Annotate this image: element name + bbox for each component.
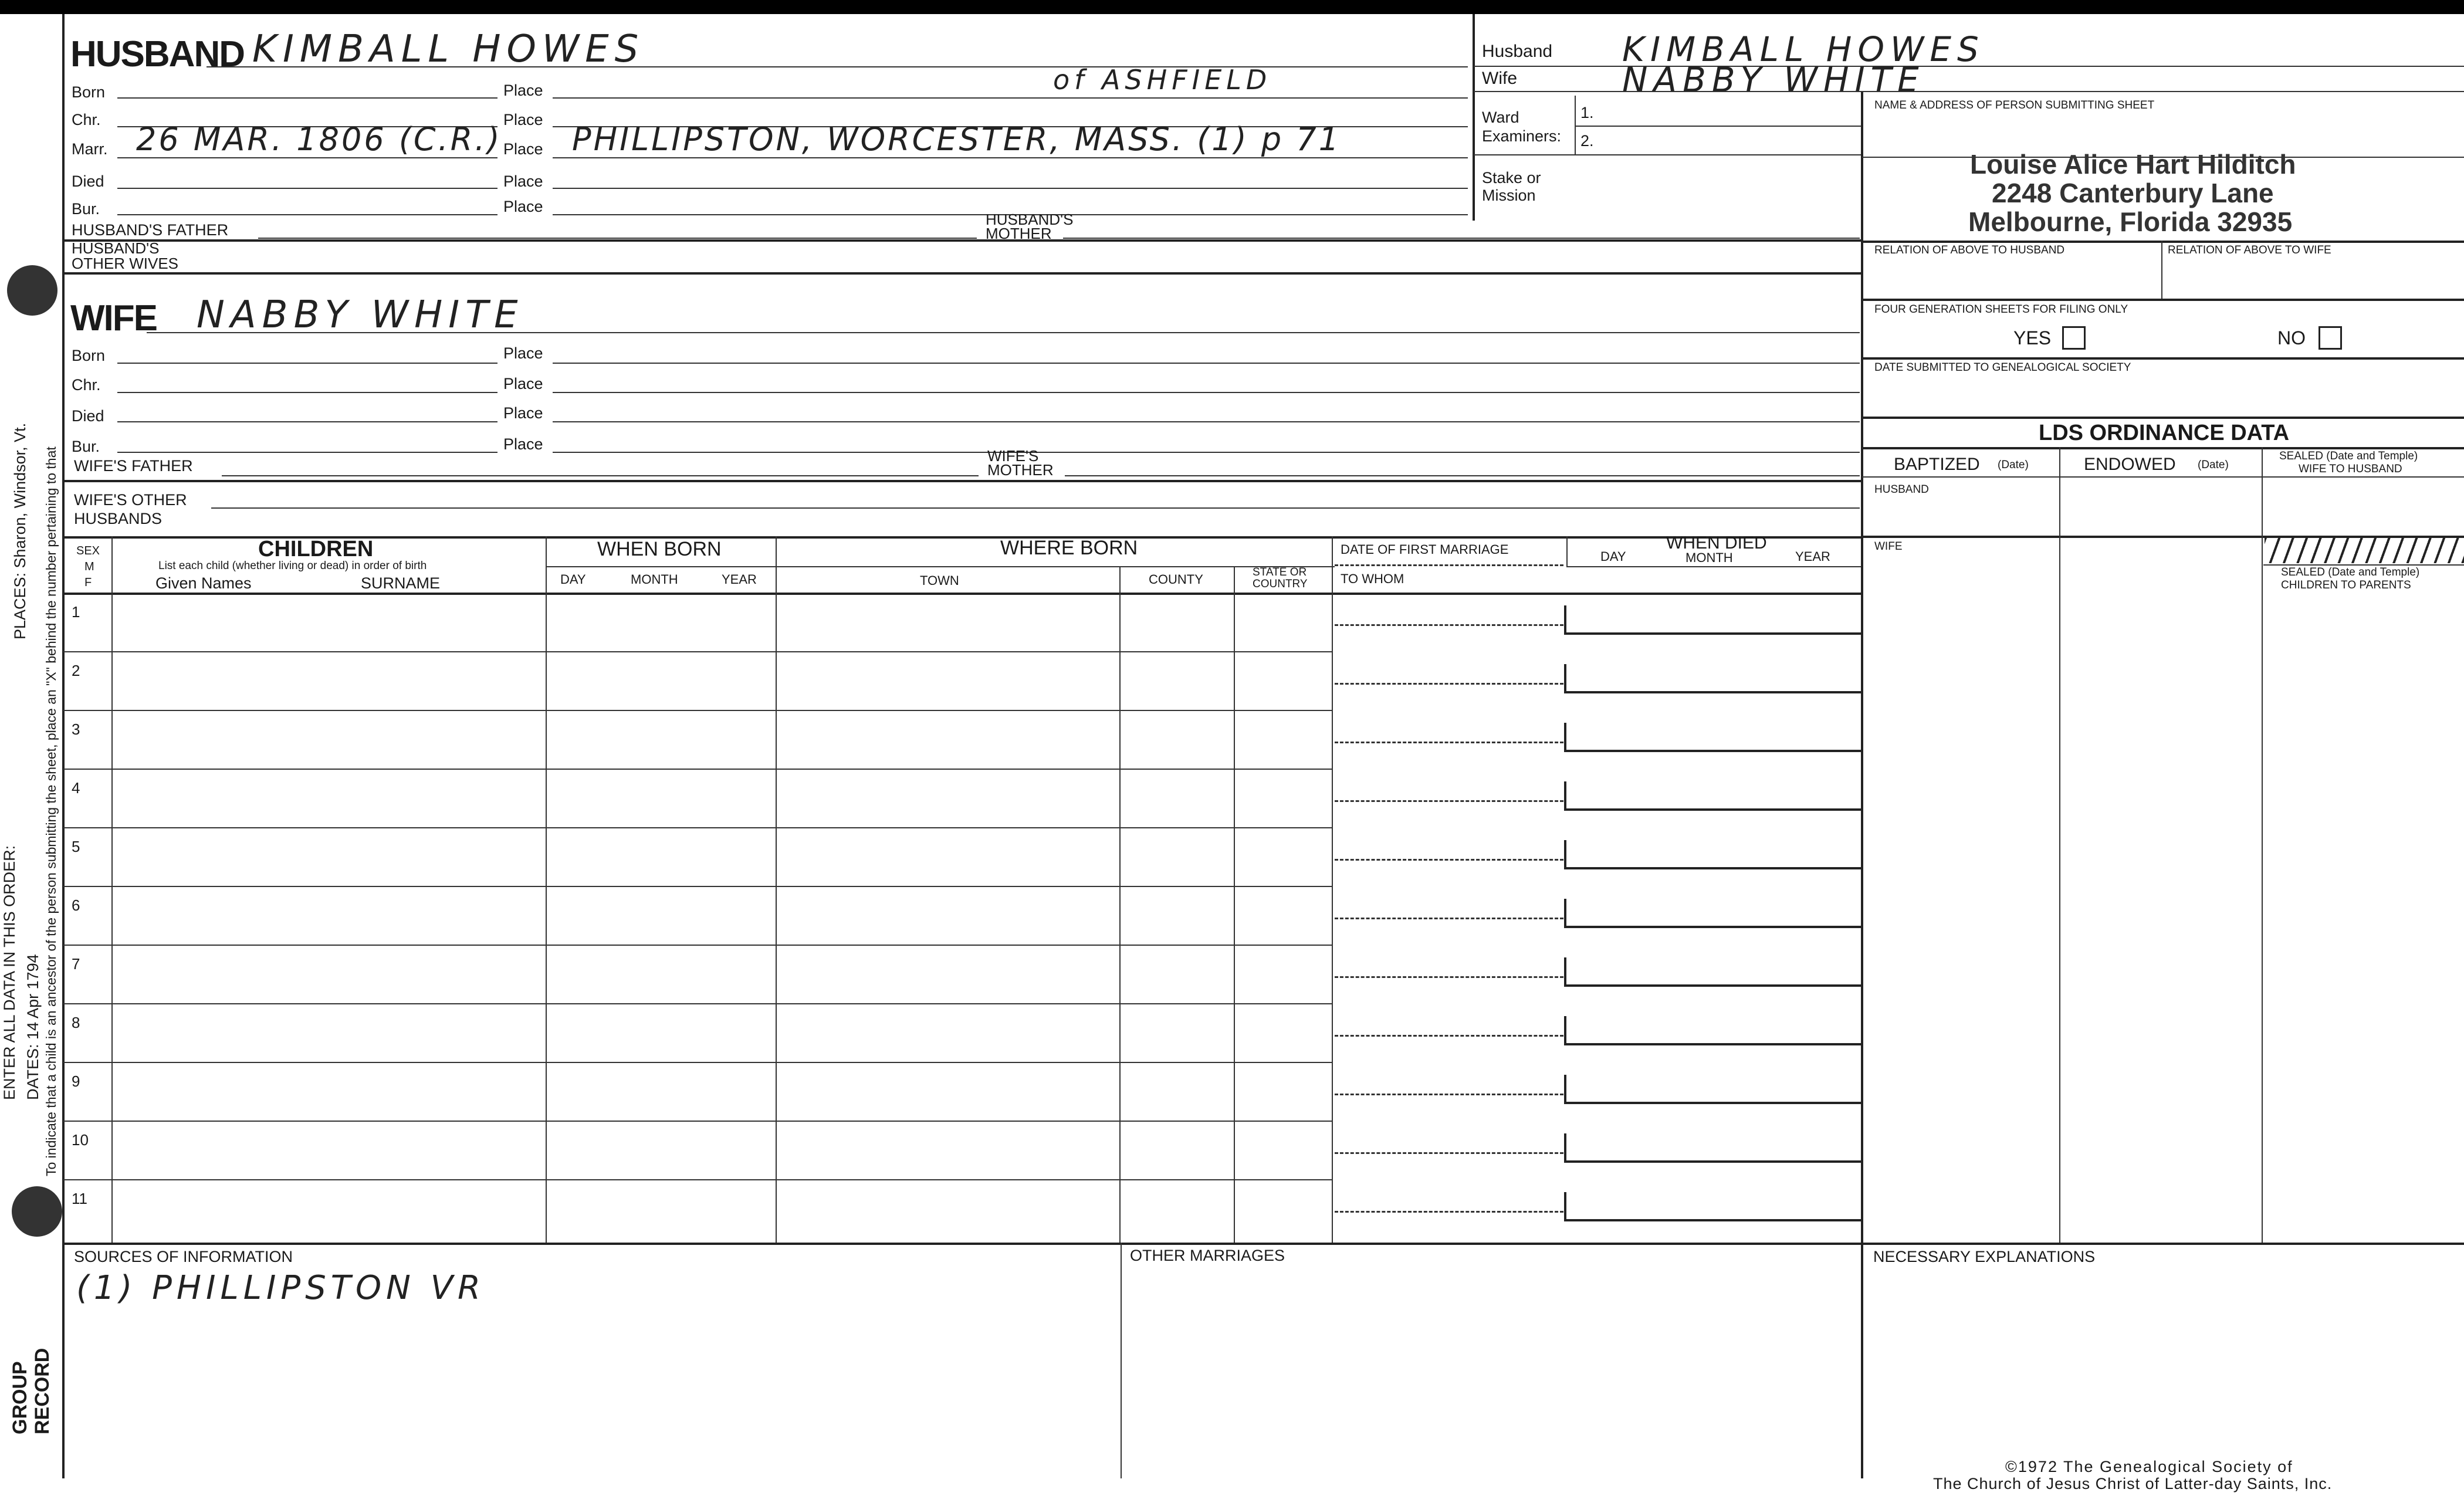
submitter-label: NAME & ADDRESS OF PERSON SUBMITTING SHEET [1874, 99, 2155, 111]
husband-marr-date[interactable]: 26 MAR. 1806 (C.R.) [136, 121, 502, 158]
lds-col-2 [2262, 447, 2263, 1243]
husband-heading: HUSBAND [70, 34, 244, 75]
stake-label-1: Stake or [1482, 169, 1541, 187]
submitter-rule-1 [1862, 157, 2464, 158]
header-wife-label: Wife [1482, 69, 1517, 88]
lds-husband: HUSBAND [1874, 483, 1929, 496]
child-row-line [63, 945, 1332, 946]
child-row-number: 5 [72, 838, 80, 855]
wife-father-line [222, 475, 979, 476]
child-died-tick [1564, 781, 1566, 810]
child-died-line[interactable] [1564, 984, 1861, 987]
child-died-line[interactable] [1564, 1219, 1861, 1221]
husband-bur-place-label: Place [503, 198, 543, 215]
group-record-label-2: RECORD [31, 1348, 53, 1434]
died-day: DAY [1600, 549, 1626, 564]
husband-born-place-line [553, 97, 1468, 99]
examiner-1: 1. [1580, 104, 1594, 121]
child-died-tick [1564, 899, 1566, 927]
lds-title-bottom [1862, 447, 2464, 449]
child-marriage-date-line[interactable] [1335, 918, 1563, 919]
child-died-line[interactable] [1564, 926, 1861, 928]
wife-mother-label-1: WIFE'S [987, 447, 1039, 465]
relation-divider [2161, 241, 2162, 299]
husband-father-divider [63, 239, 1861, 242]
children-instruction: List each child (whether living or dead) in order of birth [158, 560, 427, 572]
where-born-title: WHERE BORN [1000, 537, 1138, 559]
four-gen-label: FOUR GENERATION SHEETS FOR FILING ONLY [1874, 303, 2128, 316]
child-died-tick [1564, 605, 1566, 634]
wife-father-label: WIFE'S FATHER [74, 457, 193, 475]
lds-col-1 [2059, 447, 2060, 1243]
wife-chr-place-line [553, 392, 1860, 393]
wife-heading: WIFE [70, 298, 157, 339]
top-scan-edge [0, 0, 2464, 14]
born-day: DAY [560, 572, 586, 587]
child-died-tick [1564, 1133, 1566, 1162]
date-submitted-label: DATE SUBMITTED TO GENEALOGICAL SOCIETY [1874, 361, 2131, 374]
husband-chr-label: Chr. [72, 111, 101, 128]
child-row-number: 2 [72, 662, 80, 679]
side-dates: DATES: 14 Apr 1794 [24, 954, 42, 1100]
husband-section-bottom [63, 272, 1861, 275]
when-died-title: WHEN DIED [1666, 533, 1767, 553]
child-row-line [63, 1003, 1332, 1004]
child-marriage-date-line[interactable] [1335, 1211, 1563, 1213]
lds-sealed-wife-2: WIFE TO HUSBAND [2299, 463, 2402, 475]
husband-chr-place-label: Place [503, 111, 543, 128]
child-row-number: 10 [72, 1131, 89, 1149]
where-town: TOWN [920, 573, 959, 588]
lds-header-bottom [1862, 476, 2464, 478]
col-town [1119, 566, 1121, 1243]
child-row-number: 8 [72, 1014, 80, 1031]
lds-sealed-wife-1: SEALED (Date and Temple) [2279, 450, 2418, 462]
child-row-line [63, 1179, 1332, 1180]
header-husband-name[interactable]: KIMBALL HOWES [1622, 29, 1985, 69]
child-marriage-date-line[interactable] [1335, 976, 1563, 978]
child-row-number: 3 [72, 720, 80, 738]
submitter-city[interactable]: Melbourne, Florida 32935 [1968, 207, 2293, 237]
col-sex [111, 536, 113, 1243]
sex-label-3: F [84, 576, 92, 589]
col-when-born [776, 536, 777, 1243]
to-whom-label: TO WHOM [1341, 571, 1404, 586]
other-marriages-label: OTHER MARRIAGES [1130, 1247, 1285, 1264]
lds-title: LDS ORDINANCE DATA [2039, 421, 2290, 445]
submitter-name[interactable]: Louise Alice Hart Hilditch [1970, 149, 2296, 180]
header-divider [1473, 14, 1475, 221]
where-state-1: STATE OR [1253, 566, 1307, 578]
col-county [1234, 566, 1235, 1243]
child-marriage-date-line[interactable] [1335, 1035, 1563, 1037]
children-title: CHILDREN [258, 537, 374, 561]
child-marriage-date-line[interactable] [1335, 800, 1563, 802]
child-row-line [63, 651, 1332, 652]
lds-endowed-date: (Date) [2198, 459, 2229, 471]
no-checkbox[interactable] [2319, 326, 2342, 350]
child-died-tick [1564, 1192, 1566, 1220]
wife-bur-line [117, 452, 497, 453]
child-died-tick [1564, 723, 1566, 751]
lds-wife-hatch [2265, 537, 2464, 563]
copyright-line-1: ©1972 The Genealogical Society of [2005, 1458, 2293, 1475]
child-died-line[interactable] [1564, 808, 1861, 811]
children-table-bottom [63, 1243, 2464, 1245]
children-header-bottom [63, 593, 1861, 595]
husband-died-place-label: Place [503, 172, 543, 190]
child-row-number: 9 [72, 1072, 80, 1090]
header-husband-label: Husband [1482, 42, 1553, 61]
header-wife-line [1474, 91, 2464, 92]
stake-label-2: Mission [1482, 187, 1536, 204]
first-marriage-dash [1335, 564, 1563, 566]
child-row-line [63, 827, 1332, 828]
husband-other-wives-2: OTHER WIVES [72, 255, 179, 272]
husband-mother-label-1: HUSBAND'S [986, 211, 1074, 228]
husband-bur-label: Bur. [72, 200, 100, 218]
husband-died-label: Died [72, 172, 104, 190]
relation-bottom [1862, 299, 2464, 301]
examiner-2: 2. [1580, 132, 1594, 150]
child-row-number: 4 [72, 779, 80, 797]
punch-hole-top [7, 265, 57, 316]
child-row-number: 7 [72, 955, 80, 973]
examiners-label: Examiners: [1482, 127, 1562, 145]
lds-sealed-children-1: SEALED (Date and Temple) [2281, 566, 2420, 578]
col-children [546, 536, 547, 1243]
husband-mother-label-2: MOTHER [986, 225, 1052, 242]
husband-died-line [117, 188, 497, 189]
examiners-divider [1575, 96, 1576, 154]
child-died-line[interactable] [1564, 1102, 1861, 1104]
col-state [1332, 536, 1333, 1243]
child-died-tick [1564, 957, 1566, 986]
lds-endowed: ENDOWED [2084, 455, 2176, 474]
lds-baptized-date: (Date) [1998, 459, 2029, 471]
where-county: COUNTY [1149, 572, 1203, 587]
children-surname: SURNAME [361, 574, 441, 592]
sex-label-2: M [84, 560, 94, 573]
husband-mother-line [1063, 238, 1860, 239]
child-died-tick [1564, 1016, 1566, 1044]
wife-name-line [147, 332, 1860, 333]
child-died-tick [1564, 840, 1566, 868]
child-marriage-date-line[interactable] [1335, 624, 1563, 626]
relation-husband-label: RELATION OF ABOVE TO HUSBAND [1874, 244, 2065, 256]
no-label: NO [2277, 327, 2306, 348]
husband-father-line [258, 238, 977, 239]
left-border [62, 14, 65, 1478]
child-marriage-date-line[interactable] [1335, 683, 1563, 685]
died-year: YEAR [1795, 549, 1830, 564]
sex-label-1: SEX [76, 544, 100, 557]
wife-other-husbands-line [211, 507, 1860, 509]
born-month: MONTH [631, 572, 678, 587]
child-died-tick [1564, 664, 1566, 692]
first-marriage-label: DATE OF FIRST MARRIAGE [1341, 542, 1509, 557]
wife-born-place-label: Place [503, 344, 543, 362]
yes-checkbox[interactable] [2062, 326, 2086, 350]
side-indicate-note: To indicate that a child is an ancestor of the person submitting the sheet, place an "X" behind the number pertaining to that [43, 446, 59, 1176]
husband-name-line [207, 66, 1468, 67]
husband-born-place[interactable]: of ASHFIELD [1053, 64, 1272, 96]
husband-name[interactable]: KIMBALL HOWES [252, 28, 645, 71]
child-died-line[interactable] [1564, 632, 1861, 635]
necessary-explanations-label: NECESSARY EXPLANATIONS [1873, 1248, 2096, 1265]
child-died-tick [1564, 1075, 1566, 1103]
wife-chr-line [117, 392, 497, 393]
wife-born-place-line [553, 363, 1860, 364]
child-row-number: 6 [72, 896, 80, 914]
husband-other-wives-1: HUSBAND'S [72, 239, 160, 257]
header-wife-name[interactable]: NABBY WHITE [1622, 60, 1925, 100]
wife-name[interactable]: NABBY WHITE [197, 293, 524, 337]
child-row-line [63, 1121, 1332, 1122]
punch-hole-bottom [12, 1186, 62, 1237]
child-died-line[interactable] [1564, 691, 1861, 693]
wife-bur-place-label: Place [503, 435, 543, 453]
wife-died-place-label: Place [503, 404, 543, 422]
child-marriage-date-line[interactable] [1335, 859, 1563, 861]
child-died-line[interactable] [1564, 1043, 1861, 1045]
submitter-street[interactable]: 2248 Canterbury Lane [1992, 178, 2274, 208]
children-died-mid [1566, 566, 1861, 567]
husband-marr-place-label: Place [503, 140, 543, 158]
yes-label: YES [2013, 327, 2052, 348]
wife-bur-place-line [553, 452, 1860, 453]
group-record-label-1: GROUP [9, 1361, 31, 1434]
child-row-line [63, 710, 1332, 711]
examiner-mid-line [1576, 126, 1861, 127]
when-born-title: WHEN BORN [597, 538, 722, 560]
children-given-names: Given Names [155, 574, 252, 592]
wife-chr-label: Chr. [72, 376, 101, 394]
wife-bur-label: Bur. [72, 438, 100, 455]
side-places: PLACES: Sharon, Windsor, Vt. [11, 422, 29, 639]
wife-father-divider [63, 480, 1861, 482]
wife-other-husbands-2: HUSBANDS [74, 510, 163, 527]
child-row-line [63, 1062, 1332, 1063]
husband-bur-line [117, 214, 497, 215]
died-month: MONTH [1685, 550, 1733, 565]
wife-died-place-line [553, 421, 1860, 422]
lds-baptized: BAPTIZED [1894, 455, 1980, 474]
wife-born-label: Born [72, 347, 106, 364]
child-died-line[interactable] [1564, 750, 1861, 752]
lds-hatch-bottom [2263, 564, 2464, 566]
lds-wife: WIFE [1874, 540, 1903, 553]
husband-father-label: HUSBAND'S FATHER [72, 221, 229, 239]
sources-entry[interactable]: (1) PHILLIPSTON VR [76, 1269, 485, 1307]
side-enter-all: ENTER ALL DATA IN THIS ORDER: [1, 845, 18, 1100]
husband-marr-label: Marr. [72, 140, 108, 158]
ward-label: Ward [1482, 109, 1519, 126]
husband-marr-place[interactable]: PHILLIPSTON, WORCESTER, MASS. (1) p 71 [572, 121, 1342, 158]
child-marriage-date-line[interactable] [1335, 1094, 1563, 1095]
child-marriage-date-line[interactable] [1335, 742, 1563, 743]
submitter-bottom [1862, 241, 2464, 243]
child-row-line [63, 886, 1332, 887]
wife-died-line [117, 421, 497, 422]
wife-mother-line [1065, 475, 1860, 476]
four-gen-bottom [1862, 357, 2464, 360]
wife-mother-label-2: MOTHER [987, 461, 1054, 479]
wife-chr-place-label: Place [503, 375, 543, 392]
where-state-2: COUNTRY [1253, 578, 1308, 590]
child-row-number: 1 [72, 603, 80, 621]
col-died-start [1566, 536, 1568, 567]
child-marriage-date-line[interactable] [1335, 1152, 1563, 1154]
copyright-line-2: The Church of Jesus Christ of Latter-day Saints, Inc. [1933, 1475, 2333, 1492]
children-header-mid [546, 566, 1335, 567]
relation-wife-label: RELATION OF ABOVE TO WIFE [2168, 244, 2331, 256]
husband-born-label: Born [72, 83, 106, 101]
other-marriages-divider [1121, 1243, 1122, 1478]
child-died-line[interactable] [1564, 867, 1861, 869]
examiners-bottom-line [1474, 154, 1861, 155]
born-year: YEAR [722, 572, 757, 587]
child-row-line [63, 769, 1332, 770]
wife-born-line [117, 363, 497, 364]
husband-born-line [117, 97, 497, 99]
date-submitted-bottom [1862, 417, 2464, 419]
husband-died-place-line [553, 188, 1468, 189]
child-died-line[interactable] [1564, 1160, 1861, 1163]
husband-born-place-label: Place [503, 82, 543, 99]
child-row-number: 11 [72, 1190, 87, 1207]
wife-died-label: Died [72, 407, 104, 425]
lds-sealed-children-2: CHILDREN TO PARENTS [2281, 579, 2411, 591]
wife-other-husbands-1: WIFE'S OTHER [74, 491, 187, 509]
sources-label: SOURCES OF INFORMATION [74, 1248, 293, 1265]
